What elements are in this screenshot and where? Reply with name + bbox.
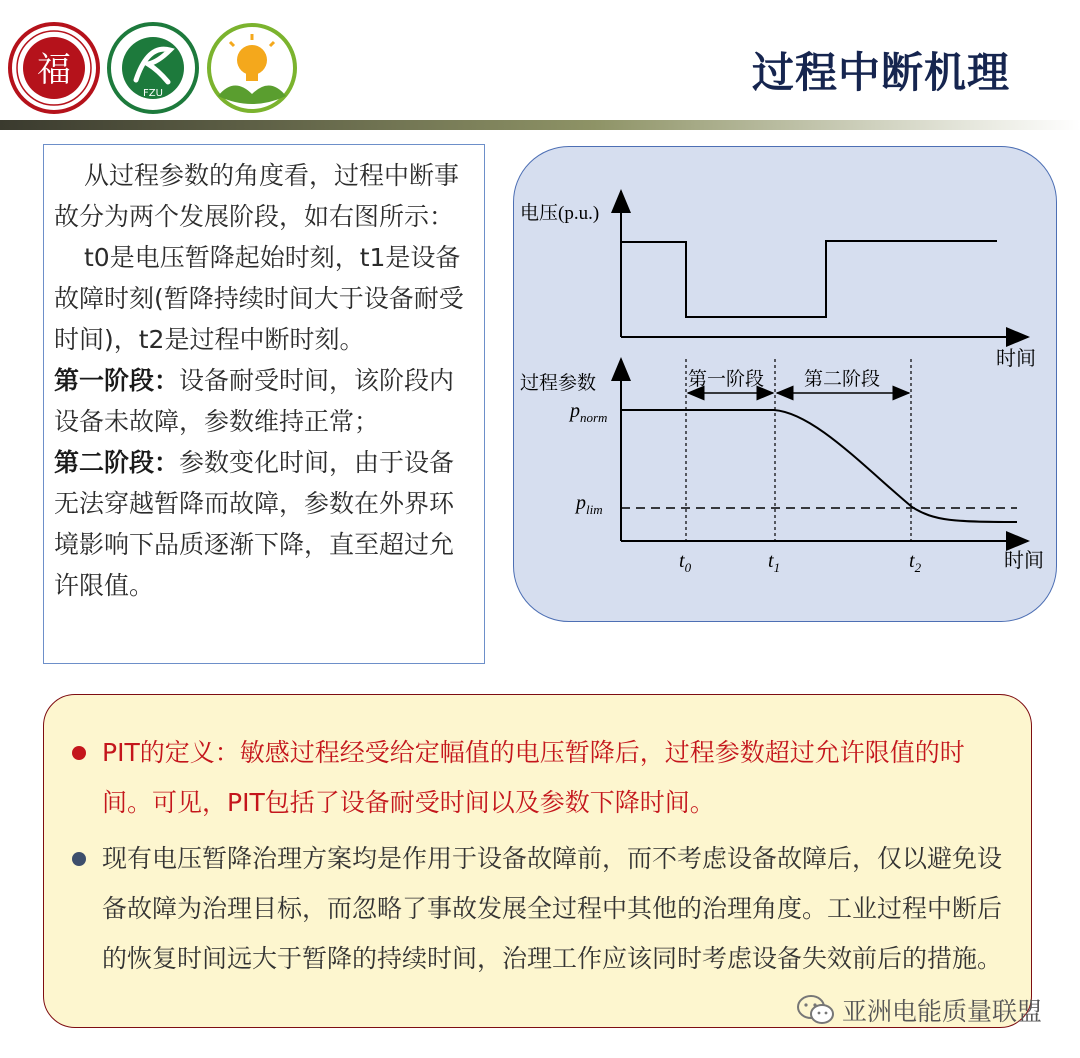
t0-label: $t_0$	[679, 550, 692, 575]
watermark-text: 亚洲电能质量联盟	[841, 997, 1042, 1026]
stage2-label: 第二阶段	[804, 369, 881, 390]
time-definition-paragraph: t0是电压暂降起始时刻，t1是设备故障时刻(暂降持续时间大于设备耐受时间)，t2是过程中断时刻。	[54, 243, 464, 354]
page-title: 过程中断机理	[751, 48, 1010, 97]
lightbulb-leaf-logo	[209, 25, 295, 111]
fzu-logo	[109, 24, 197, 112]
intro-paragraph: 从过程参数的角度看，过程中断事故分为两个发展阶段，如右图所示：	[54, 161, 460, 231]
header-divider	[0, 120, 1080, 130]
t2-label: $t_2$	[909, 550, 922, 575]
watermark	[796, 992, 1042, 1028]
voltage-sag-curve	[621, 241, 997, 317]
description-panel	[43, 144, 485, 664]
pit-definition-bullet	[72, 728, 1003, 828]
stage2-paragraph	[54, 442, 474, 606]
stage1-heading: 第一阶段：	[54, 366, 180, 395]
stage1-text: 设备耐受时间，该阶段内设备未故障，参数维持正常；	[54, 366, 455, 436]
p-lim-label: $p_{lim}$	[576, 492, 603, 517]
process-parameter-curve	[621, 410, 1017, 522]
logo1-text: 福	[37, 50, 71, 90]
mitigation-bullet	[72, 834, 1003, 984]
stage1-paragraph	[54, 360, 474, 442]
bullet-dot-icon	[72, 746, 86, 760]
stage2-text: 参数变化时间，由于设备无法穿越暂降而故障，参数在外界环境影响下品质逐渐下降，直至超过允许限值。	[54, 448, 455, 600]
logo-group	[8, 20, 298, 120]
process-diagram	[513, 146, 1057, 622]
wechat-icon	[796, 994, 836, 1026]
t1-label: $t_1$	[768, 550, 781, 575]
bullet-dot-icon	[72, 852, 86, 866]
pit-definition-text: PIT的定义：敏感过程经受给定幅值的电压暂降后，过程参数超过允许限值的时间。可见，PIT包括了设备耐受时间以及参数下降时间。	[102, 738, 965, 817]
param-axis-label: 过程参数	[520, 373, 597, 394]
time-label-top: 时间	[996, 348, 1036, 370]
p-norm-label: $p_{norm}$	[570, 400, 608, 425]
stage1-label: 第一阶段	[688, 369, 765, 390]
voltage-axis-label: 电压(p.u.)	[520, 203, 600, 224]
summary-panel	[43, 694, 1032, 1028]
time-label-bottom: 时间	[1004, 550, 1044, 572]
fuzhou-university-logo	[10, 24, 98, 112]
mitigation-text: 现有电压暂降治理方案均是作用于设备故障前，而不考虑设备故障后，仅以避免设备故障为治理目标，而忽略了事故发展全过程中其他的治理角度。工业过程中断后的恢复时间远大于暂降的持续时间，治理工作应该同时考虑设备失效前后的措施。	[102, 844, 1003, 973]
logo2-text: FZU	[143, 88, 163, 99]
stage2-heading: 第二阶段：	[54, 448, 180, 477]
